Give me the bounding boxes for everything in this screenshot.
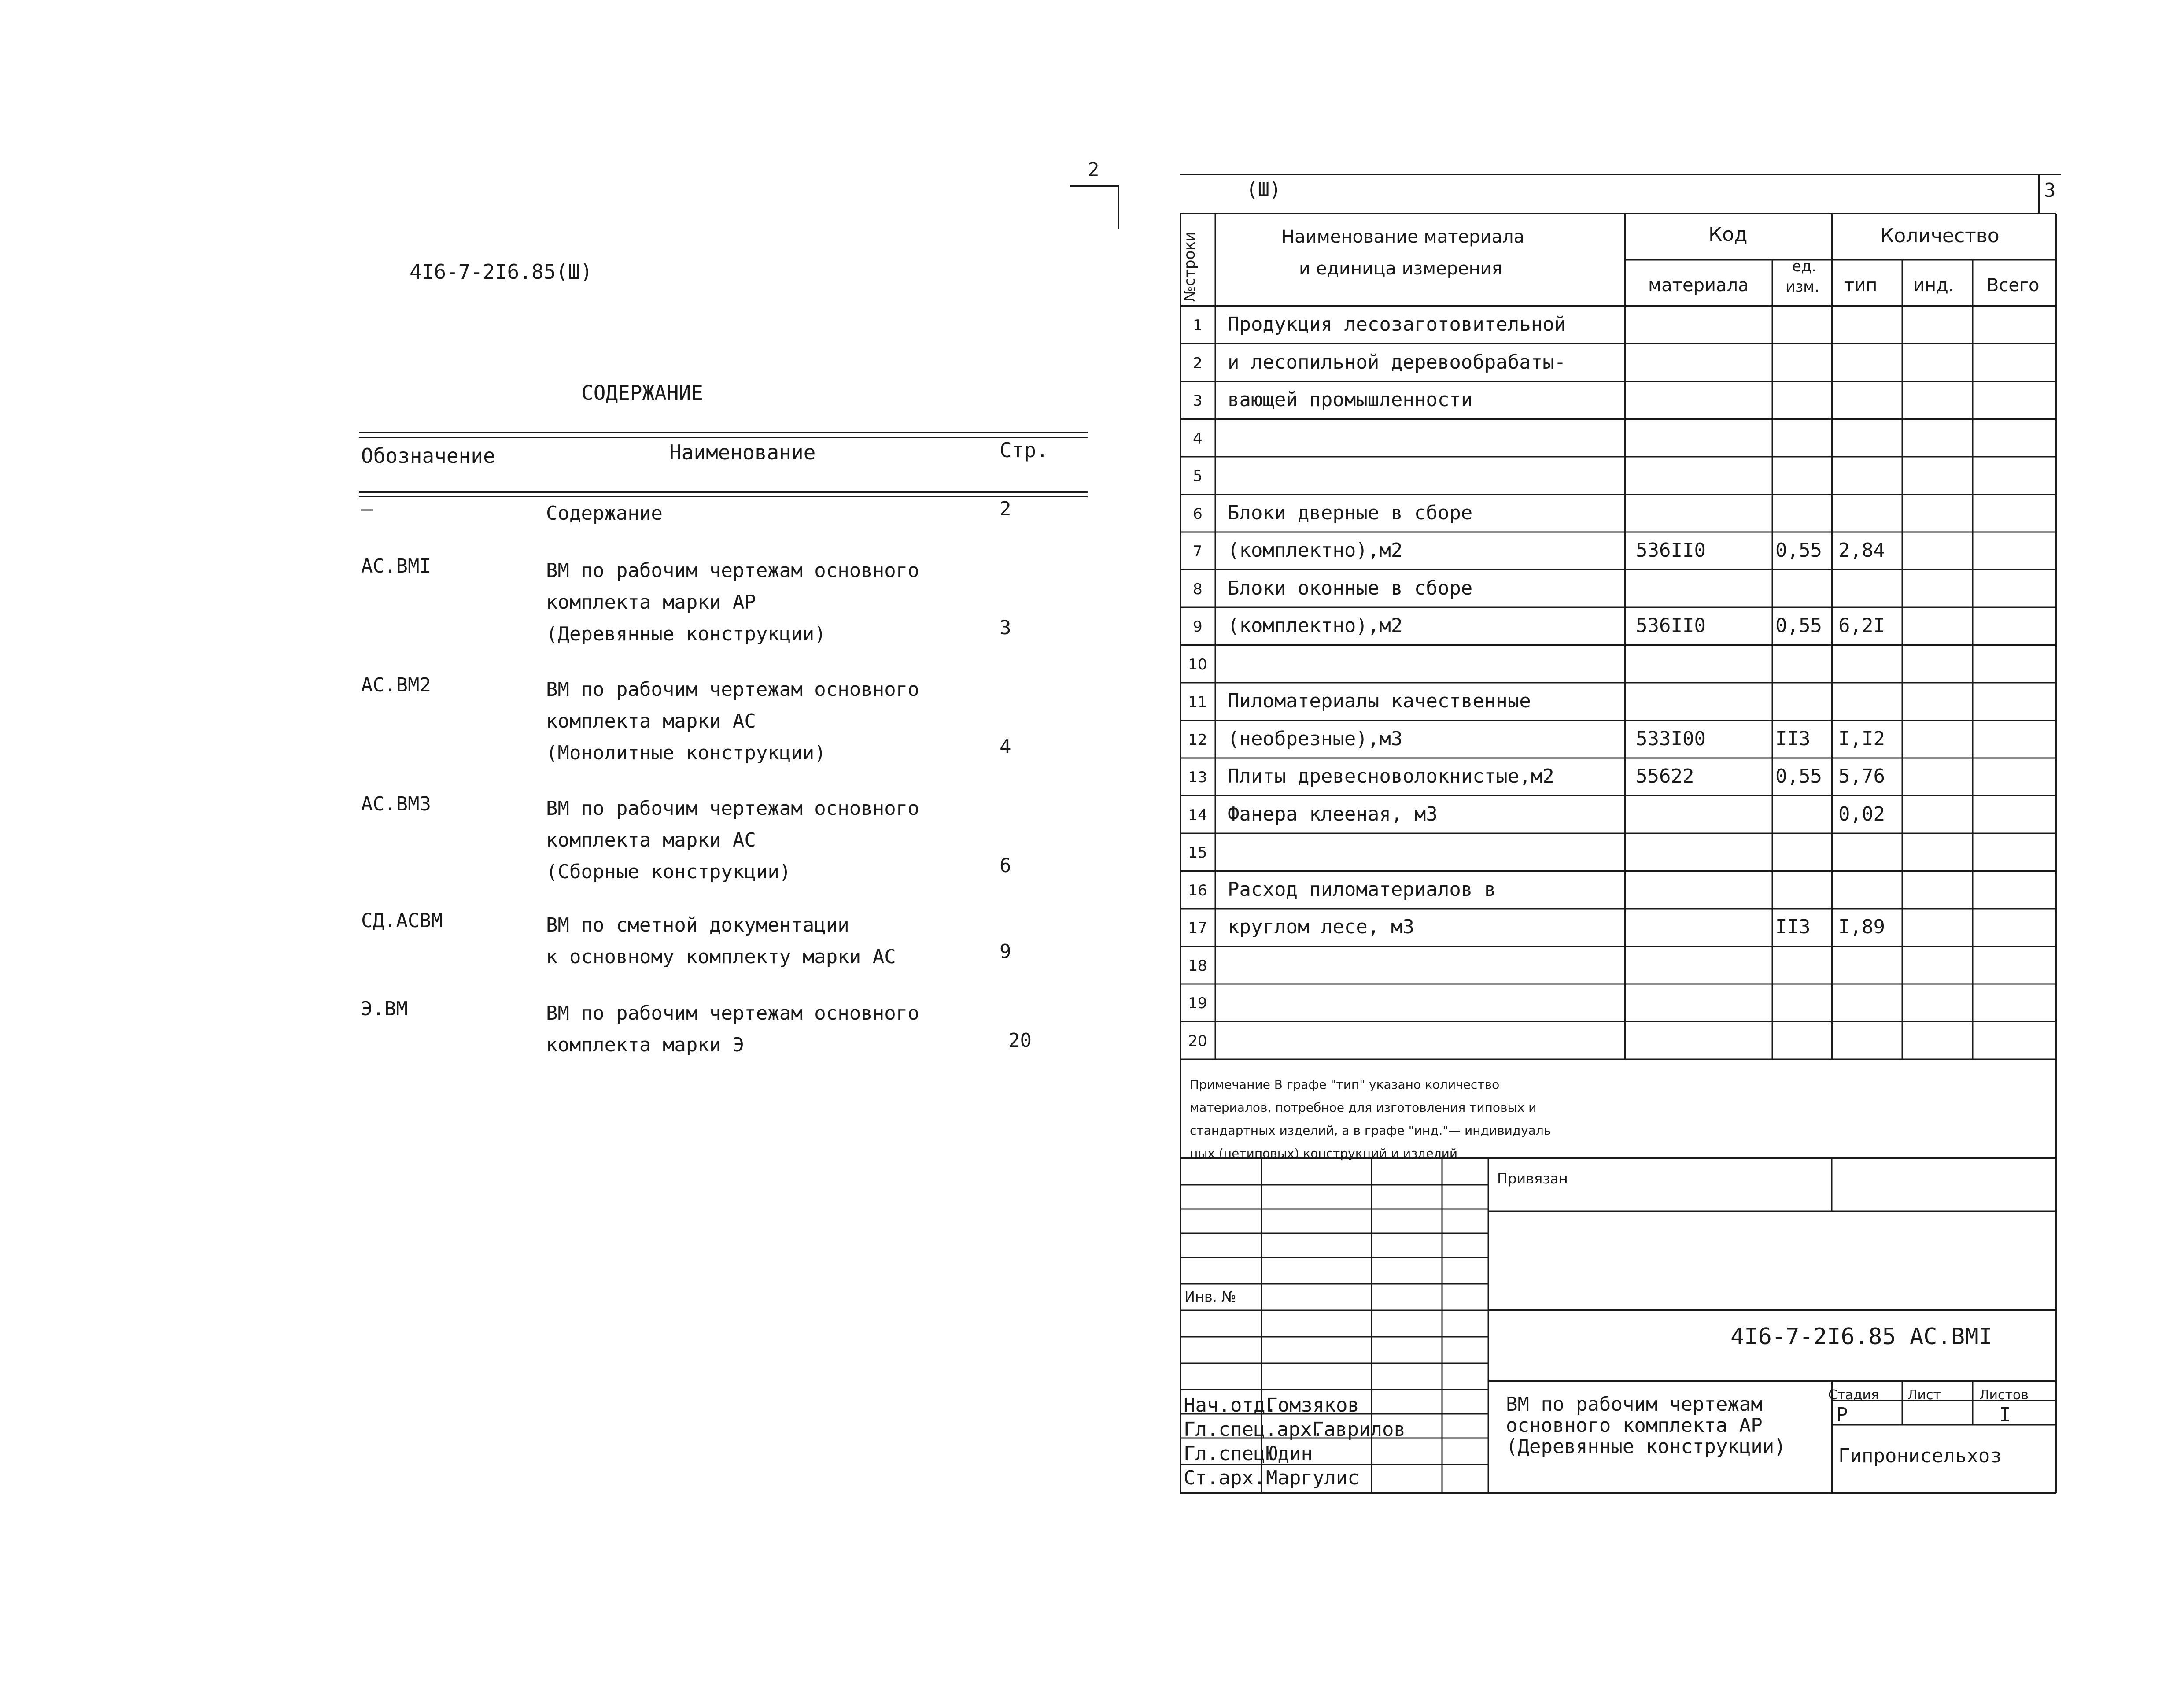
row-qty-type: 6,2I [1838,614,1885,637]
row-number: 3 [1193,392,1203,410]
title-block-doc-title: ВМ по рабочим чертежам основного комплекта АР (Деревянные конструкции) [1506,1393,1786,1458]
row-number: 7 [1193,543,1203,560]
contents-row-name: ВМ по рабочим чертежам основного комплекта марки Э [546,1002,919,1056]
sheets-value: I [1999,1404,2011,1426]
contents-row-page: 9 [1000,940,1011,963]
header-quantity: Количество [1880,225,2000,247]
header-code: Код [1708,223,1748,246]
row-number: 19 [1188,995,1207,1012]
signature-role: Нач.отд. [1184,1394,1277,1416]
row-number: 14 [1188,806,1207,824]
row-number: 12 [1188,731,1207,749]
row-number: 9 [1193,618,1203,636]
contents-row-page: 2 [1000,498,1011,520]
row-qty-type: 5,76 [1838,765,1885,788]
row-number: 13 [1188,769,1207,786]
contents-row-name: ВМ по рабочим чертежам основного комплекта марки АС (Монолитные конструкции) [546,678,919,764]
header-code-unit-1: ед. [1792,258,1817,275]
row-qty-type: 0,02 [1838,802,1885,825]
contents-row-name: Содержание [546,502,663,525]
contents-row-code: АС.ВМ2 [361,674,431,696]
row-number: 6 [1193,505,1203,523]
signature-name: Юдин [1266,1442,1313,1465]
row-number: 16 [1188,881,1207,899]
row-unit-code: 0,55 [1775,539,1822,562]
header-code-unit-2: изм. [1786,278,1819,296]
row-unit-code: 0,55 [1775,765,1822,788]
stage-value: Р [1836,1404,1848,1426]
signature-name: Гаврилов [1312,1418,1406,1441]
row-number: 2 [1193,354,1203,372]
title-block-code: 4I6-7-2I6.85 АС.ВМI [1730,1324,1992,1350]
row-qty-type: I,89 [1838,916,1885,938]
page-mark-underline [1070,185,1118,187]
row-name: Плиты древесноволокнистые,м2 [1228,765,1554,788]
row-number: 5 [1193,467,1203,485]
header-name-2: и единица измерения [1299,259,1502,279]
row-number: 1 [1193,317,1203,334]
row-name: (необрезные),м3 [1228,727,1403,750]
contents-header-rule [359,491,1088,493]
contents-row-code: – [361,498,373,520]
contents-row-name: ВМ по рабочим чертежам основного комплекта марки АС (Сборные конструкции) [546,797,919,883]
header-q-total: Всего [1987,275,2040,296]
row-name: круглом лесе, м3 [1228,916,1414,938]
contents-row-code: Э.ВМ [361,998,408,1020]
header-q-type: тип [1844,275,1878,296]
stage-label: Стадия [1828,1387,1879,1403]
row-number: 11 [1188,693,1207,711]
row-number: 4 [1193,429,1203,447]
contents-row-code: СД.АСВМ [361,910,443,932]
note-text: Примечание В графе "тип" указано количество материалов, потребное для изготовления типовых и стандартных изделий, а в графе "инд."— индивидуаль ных (нетиповых) конструкций и изделий [1190,1077,1551,1161]
doc-code: 4I6-7-2I6.85(Ш) [410,260,593,284]
row-name: (комплектно),м2 [1228,614,1403,637]
row-unit-code: II3 [1775,916,1811,938]
contents-row-page: 3 [1000,617,1011,639]
sheet-label: Лист [1907,1387,1941,1403]
row-name: и лесопильной деревообрабаты- [1228,351,1566,373]
row-number: 17 [1188,919,1207,937]
signature-role: Гл.спец. [1184,1442,1277,1465]
signature-role: Гл.спец.арх. [1184,1418,1324,1441]
row-material-code: 536II0 [1636,614,1706,637]
row-unit-code: II3 [1775,727,1811,750]
section-label: (Ш) [1246,178,1281,201]
signature-name: Маргулис [1266,1467,1359,1489]
row-name: Блоки дверные в сборе [1228,501,1473,524]
row-name: Фанера клееная, м3 [1228,802,1438,825]
contents-row-name: ВМ по рабочим чертежам основного комплекта марки АР (Деревянные конструкции) [546,559,919,645]
row-material-code: 536II0 [1636,539,1706,562]
row-number: 10 [1188,655,1207,673]
row-name: Продукция лесозаготовительной [1228,313,1566,336]
inv-no-label: Инв. № [1184,1288,1236,1305]
row-qty-type: I,I2 [1838,727,1885,750]
row-name: Расход пиломатериалов в [1228,878,1496,901]
row-number: 18 [1188,957,1207,975]
contents-title: СОДЕРЖАНИЕ [581,381,703,405]
row-material-code: 533I00 [1636,727,1706,750]
sheets-label: Листов [1979,1387,2029,1403]
contents-row-page: 4 [1000,736,1011,758]
row-number: 15 [1188,844,1207,862]
signature-name: Гомзяков [1266,1394,1359,1416]
row-name: Пиломатериалы качественные [1228,690,1531,712]
organization: Гипронисельхоз [1838,1445,2002,1467]
row-name: Блоки оконные в сборе [1228,577,1473,599]
spec-sheet [1180,174,2061,1495]
row-material-code: 55622 [1636,765,1694,788]
row-name: (комплектно),м2 [1228,539,1403,562]
contents-row-page: 20 [1008,1029,1032,1052]
header-code: Обозначение [361,444,495,468]
contents-row-name: ВМ по сметной документации к основному комплекту марки АС [546,914,896,968]
privyazan-label: Привязан [1497,1170,1568,1187]
page-mark-tick [1118,185,1119,229]
row-number: 20 [1188,1032,1207,1050]
signature-role: Ст.арх. [1184,1467,1265,1489]
contents-row-page: 6 [1000,854,1011,877]
header-page: Стр. [1000,438,1048,462]
contents-header-rule-2 [359,496,1088,497]
contents-row-code: АС.ВМ3 [361,793,431,815]
row-number: 8 [1193,580,1203,598]
row-unit-code: 0,55 [1775,614,1822,637]
sheet-number: 3 [2044,179,2056,202]
page-mark: 2 [1088,159,1099,181]
row-qty-type: 2,84 [1838,539,1885,562]
contents-top-rule [359,432,1088,433]
header-name-1: Наименование материала [1281,227,1525,247]
header-name: Наименование [669,440,816,464]
header-code-material: материала [1648,275,1749,296]
header-q-ind: инд. [1913,275,1954,296]
row-name: вающей промышленности [1228,388,1473,411]
header-row-no: №строки [1181,232,1199,302]
contents-top-rule-2 [359,437,1088,438]
contents-row-code: АС.ВМI [361,555,431,577]
